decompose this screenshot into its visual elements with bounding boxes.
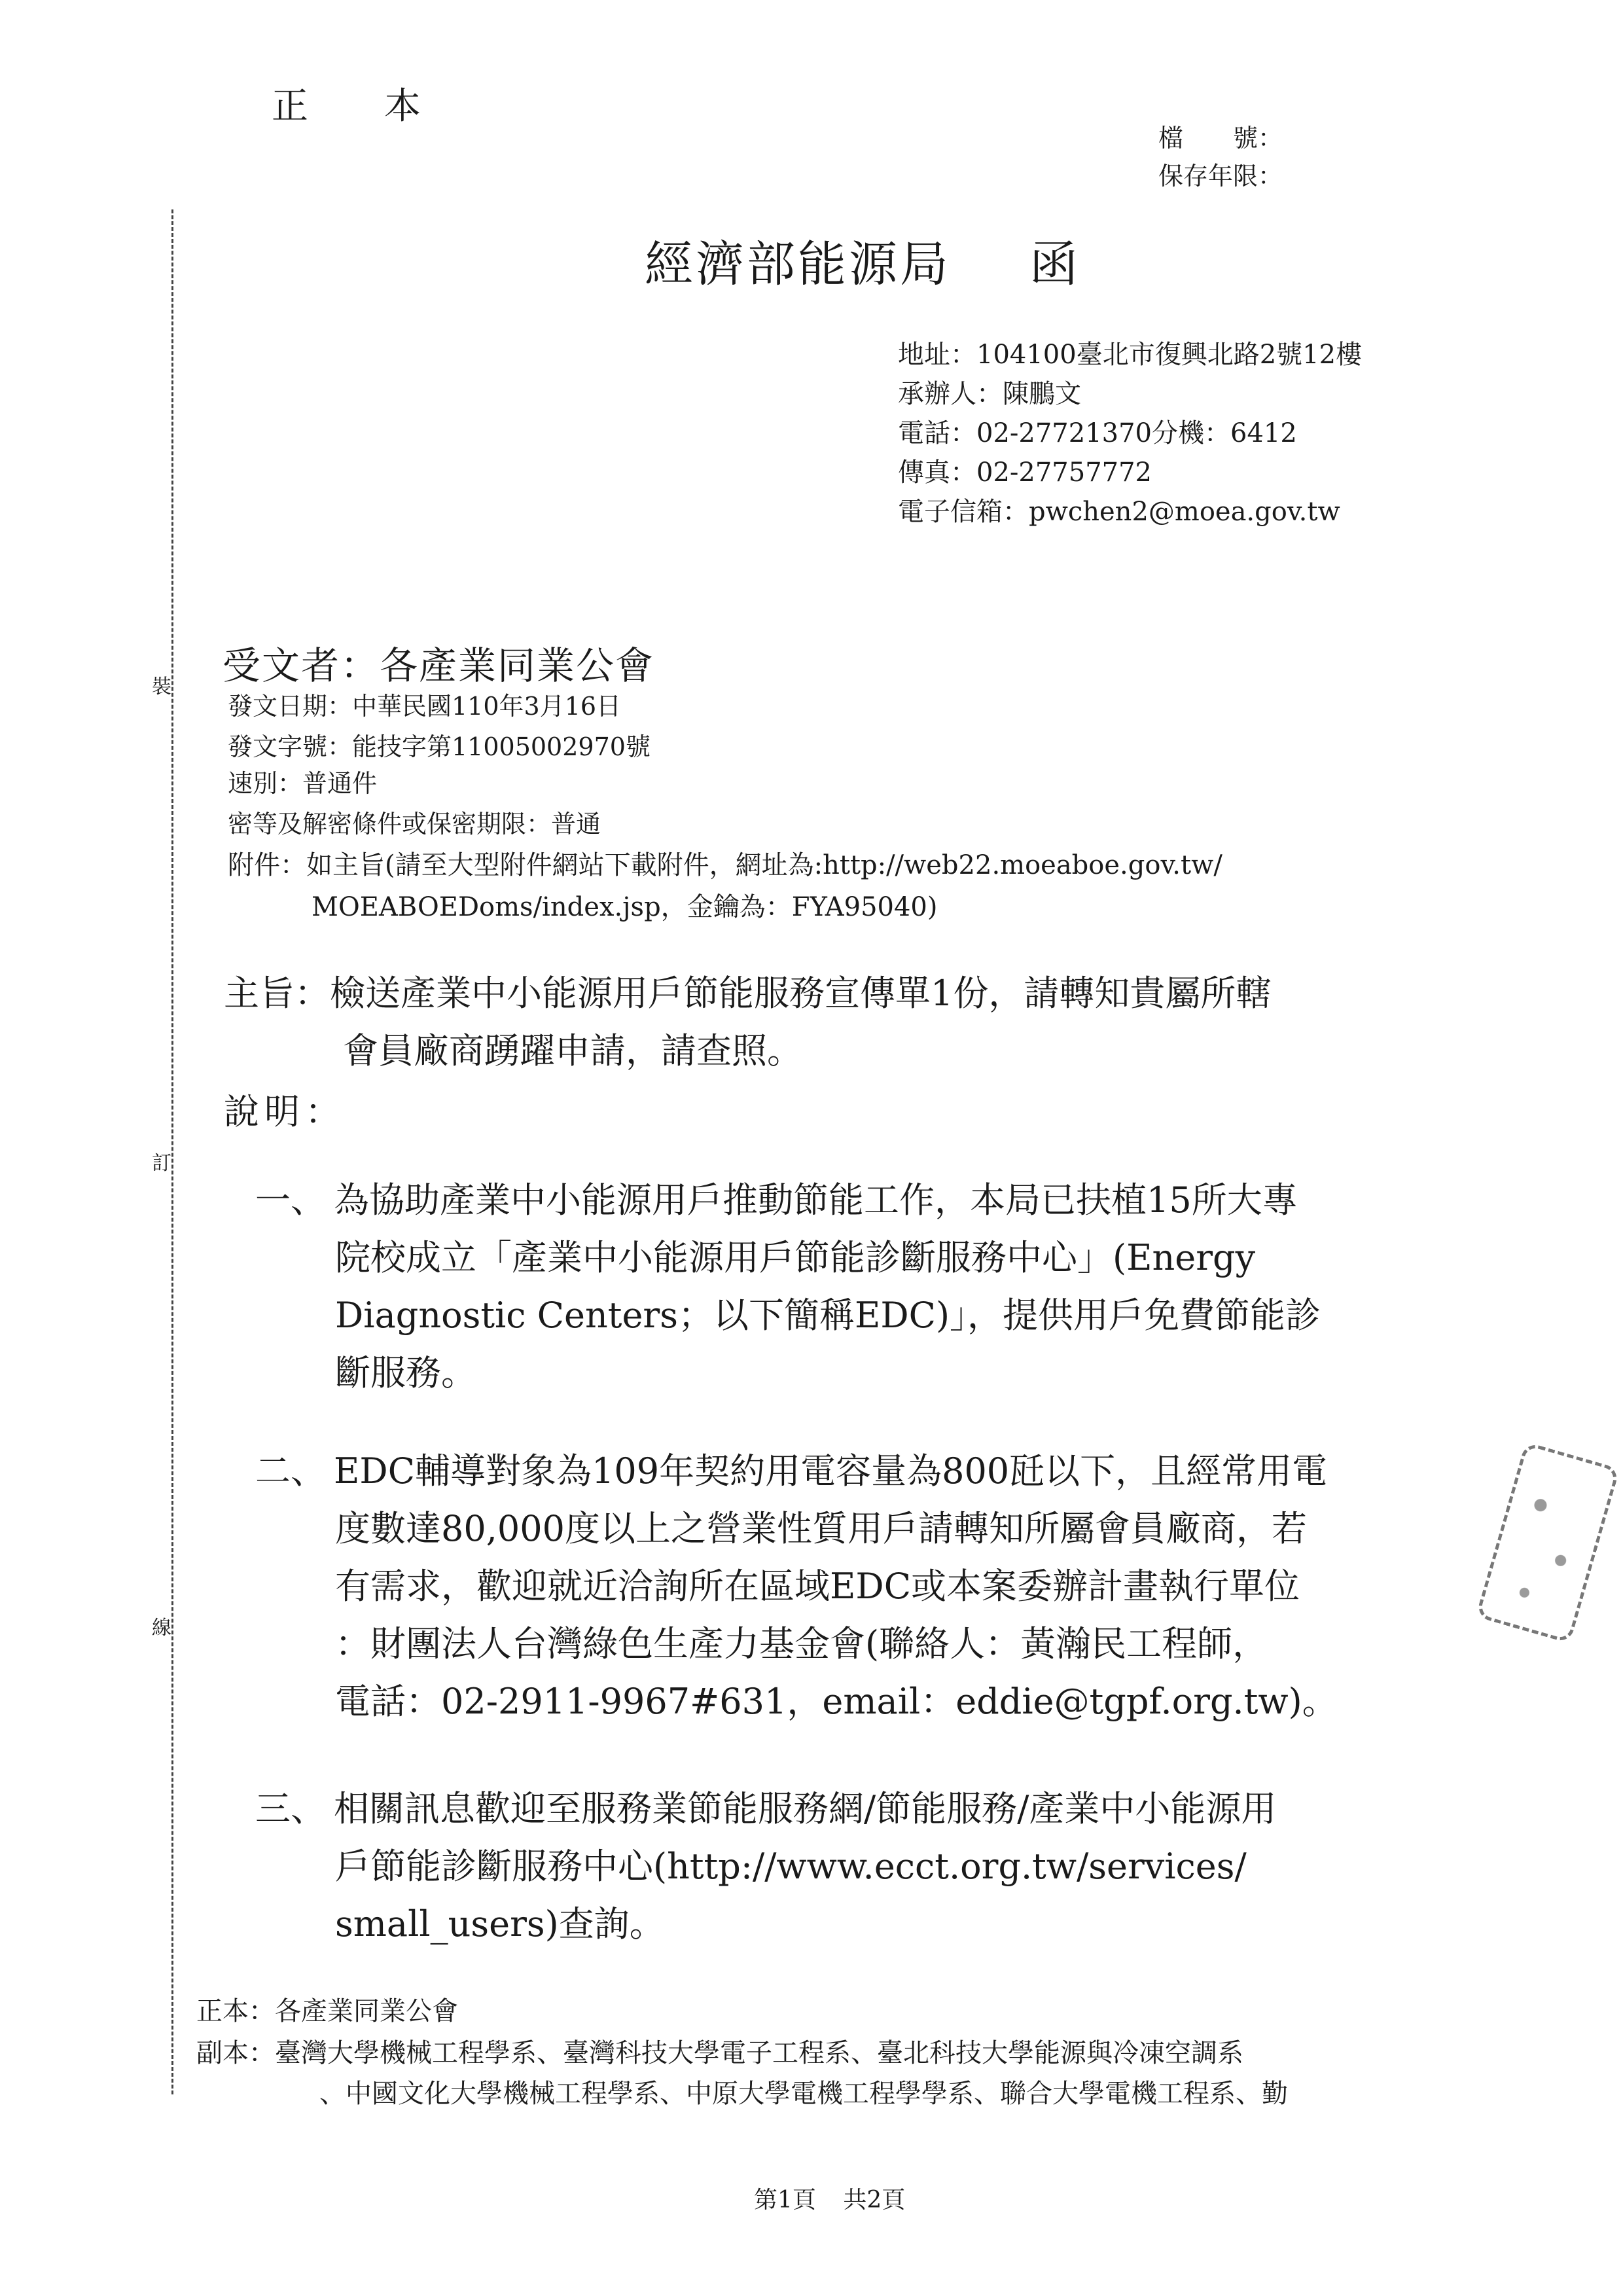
contact-handler: 承辦人：陳鵬文 <box>898 379 1081 409</box>
agency-name: 經濟部能源局 <box>645 236 951 293</box>
item-line: 院校成立「產業中小能源用戶節能診斷服務中心」(Energy <box>335 1237 1256 1278</box>
binding-line <box>171 209 173 2094</box>
copy-recipients-line-2: 、中國文化大學機械工程學系、中原大學電機工程學學系、聯合大學電機工程系、勤 <box>319 2079 1288 2109</box>
contact-phone: 電話：02-27721370分機：6412 <box>898 418 1297 448</box>
page-number: 第1頁 共2頁 <box>754 2187 906 2214</box>
item-line: Diagnostic Centers；以下簡稱EDC)」，提供用戶免費節能診 <box>335 1295 1321 1336</box>
document-title <box>645 226 1080 295</box>
item-line: ：財團法人台灣綠色生產力基金會(聯絡人：黃瀚民工程師， <box>335 1623 1268 1664</box>
item-line: 戶節能診斷服務中心(http://www.ecct.org.tw/services/ <box>335 1846 1247 1887</box>
received-stamp <box>1476 1442 1620 1644</box>
stamp-icon <box>1483 1449 1613 1636</box>
subject-line-1: 主旨：檢送產業中小能源用戶節能服務宣傳單1份，請轉知貴屬所轄 <box>224 973 1272 1014</box>
subject-line-2: 會員廠商踴躍申請，請查照。 <box>343 1030 802 1071</box>
original-copy-mark: 正 本 <box>272 85 440 128</box>
item-line: 有需求，歡迎就近洽詢所在區域EDC或本案委辦計畫執行單位 <box>335 1566 1300 1607</box>
item-number: 二、 <box>255 1450 326 1492</box>
binding-mark-staple: 訂 <box>152 1147 171 1175</box>
item-line: 相關訊息歡迎至服務業節能服務網/節能服務/產業中小能源用 <box>334 1788 1277 1829</box>
item-number: 一、 <box>255 1179 326 1221</box>
item-line: 斷服務。 <box>335 1352 476 1393</box>
delivery-speed: 速別：普通件 <box>228 769 378 798</box>
retention-period-label: 保存年限： <box>1158 162 1283 190</box>
contact-address: 地址：104100臺北市復興北路2號12樓 <box>898 340 1363 370</box>
attachment-line-1: 附件：如主旨(請至大型附件網站下載附件，網址為:http://web22.moeaboe.gov.tw/ <box>228 850 1222 880</box>
attachment-line-2: MOEABOEDoms/index.jsp，金鑰為：FYA95040) <box>312 892 938 922</box>
explanation-heading: 說明： <box>224 1091 346 1132</box>
document-number: 發文字號：能技字第11005002970號 <box>228 732 651 761</box>
issue-date: 發文日期：中華民國110年3月16日 <box>228 692 622 721</box>
file-number-label: 檔 號： <box>1158 124 1283 152</box>
contact-email: 電子信箱：pwchen2@moea.gov.tw <box>898 497 1340 527</box>
item-line: small_users)查詢。 <box>335 1903 665 1945</box>
attachment <box>228 844 1222 928</box>
explanation-item <box>255 1443 1338 1731</box>
recipient: 受文者：各產業同業公會 <box>223 643 655 688</box>
binding-mark-line: 線 <box>152 1611 171 1640</box>
document-kind: 函 <box>1029 236 1080 293</box>
secrecy-level: 密等及解密條件或保密期限：普通 <box>228 810 601 838</box>
item-line: 電話：02-2911-9967#631，email：eddie@tgpf.org.tw)。 <box>335 1681 1338 1722</box>
item-line: 度數達80,000度以上之營業性質用戶請轉知所屬會員廠商，若 <box>335 1508 1307 1549</box>
explanation-item <box>255 1780 1276 1953</box>
explanation-item <box>255 1172 1321 1402</box>
copy-recipients-line-1: 副本：臺灣大學機械工程學系、臺灣科技大學電子工程系、臺北科技大學能源與冷凍空調系 <box>196 2038 1243 2068</box>
subject <box>224 965 1271 1080</box>
copy-recipients <box>196 2033 1288 2114</box>
file-info <box>1158 119 1283 195</box>
item-number: 三、 <box>255 1788 326 1829</box>
binding-mark-bind: 裝 <box>152 670 171 699</box>
item-line: 為協助產業中小能源用戶推動節能工作，本局已扶植15所大專 <box>334 1179 1298 1221</box>
contact-block <box>898 335 1362 531</box>
contact-fax: 傳真：02-27757772 <box>898 457 1152 488</box>
item-line: EDC輔導對象為109年契約用電容量為800瓩以下，且經常用電 <box>334 1450 1328 1492</box>
original-recipients: 正本：各產業同業公會 <box>196 1996 458 2026</box>
